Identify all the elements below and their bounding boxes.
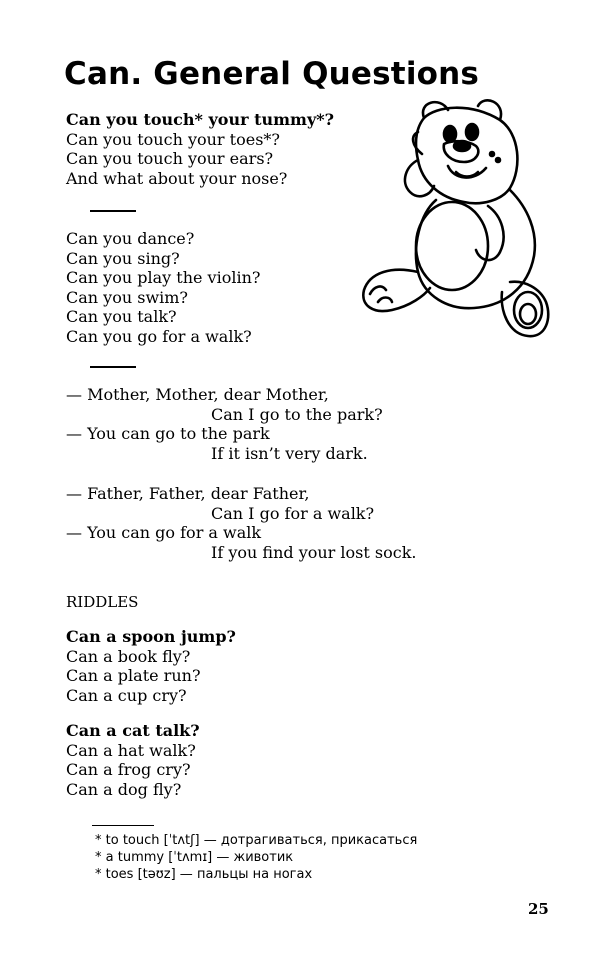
poem-line: Can you go for a walk?	[66, 326, 252, 346]
footnote: * to touch [ˈtʌtʃ] — дотрагиваться, прикасаться	[95, 833, 418, 848]
footnote: * a tummy [ˈtʌmɪ] — животик	[95, 850, 294, 865]
poem-line: Can you dance?	[66, 229, 195, 248]
dialogue-line: If it isn’t very dark.	[211, 443, 368, 463]
riddle-line: Can a cup cry?	[66, 685, 187, 705]
riddle-line: Can a frog cry?	[66, 760, 191, 779]
footnotes	[95, 832, 417, 883]
teddy-bear-icon	[352, 96, 552, 346]
bear-tongue	[456, 172, 478, 177]
bear-foot-pad	[514, 292, 542, 328]
bear-belly	[416, 202, 488, 290]
dialogue-line: If you find your lost sock.	[211, 542, 417, 562]
riddle-line: Can a book fly?	[66, 646, 191, 666]
bear-cheek-dot	[496, 158, 500, 162]
poem-line: Can you touch your ears?	[66, 149, 274, 168]
dialogue-line: — You can go to the park	[66, 424, 270, 443]
section-divider	[90, 210, 136, 212]
riddle-line: Can a cat talk?	[66, 721, 200, 740]
dialogue-line: — You can go for a walk	[66, 523, 262, 542]
bear-arm-right	[476, 206, 504, 260]
bear-foot-pad-inner	[520, 304, 536, 324]
riddles-heading: RIDDLES	[66, 593, 139, 611]
dialogue-line: Can I go for a walk?	[211, 503, 375, 523]
dialogue-line: — Father, Father, dear Father,	[66, 484, 310, 503]
poem-line: And what about your nose?	[66, 168, 288, 188]
riddle-line: Can a plate run?	[66, 666, 201, 685]
poem-line: Can you sing?	[66, 248, 180, 268]
bear-eye	[444, 126, 456, 142]
page-title: Can. General Questions	[64, 56, 480, 92]
bear-ear-right	[478, 100, 501, 120]
footnote-divider	[92, 825, 154, 826]
riddle-line: Can a hat walk?	[66, 740, 196, 760]
riddles-group-2	[66, 721, 200, 799]
bear-cheek-dot	[490, 152, 494, 156]
section-divider	[90, 366, 136, 368]
poem-line: Can you swim?	[66, 287, 189, 307]
footnote: * toes [təʊz] — пальцы на ногах	[95, 867, 313, 882]
bear-nose	[454, 141, 470, 151]
poem-touch	[66, 110, 334, 188]
dialogue-line: — Mother, Mother, dear Mother,	[66, 385, 329, 404]
dialogue-father	[66, 484, 416, 562]
poem-line: Can you touch your toes*?	[66, 129, 280, 149]
bear-toe	[370, 287, 386, 294]
riddle-line: Can a spoon jump?	[66, 627, 236, 646]
bear-toe	[378, 298, 392, 303]
page-number: 25	[528, 900, 549, 918]
riddle-line: Can a dog fly?	[66, 779, 182, 799]
poem-line: Can you touch* your tummy*?	[66, 110, 335, 129]
bear-eye	[466, 124, 478, 140]
riddles-group-1	[66, 627, 236, 705]
poem-can-you	[66, 229, 260, 346]
poem-line: Can you play the violin?	[66, 268, 261, 287]
poem-line: Can you talk?	[66, 307, 177, 326]
dialogue-mother	[66, 385, 383, 463]
dialogue-line: Can I go to the park?	[211, 404, 383, 424]
